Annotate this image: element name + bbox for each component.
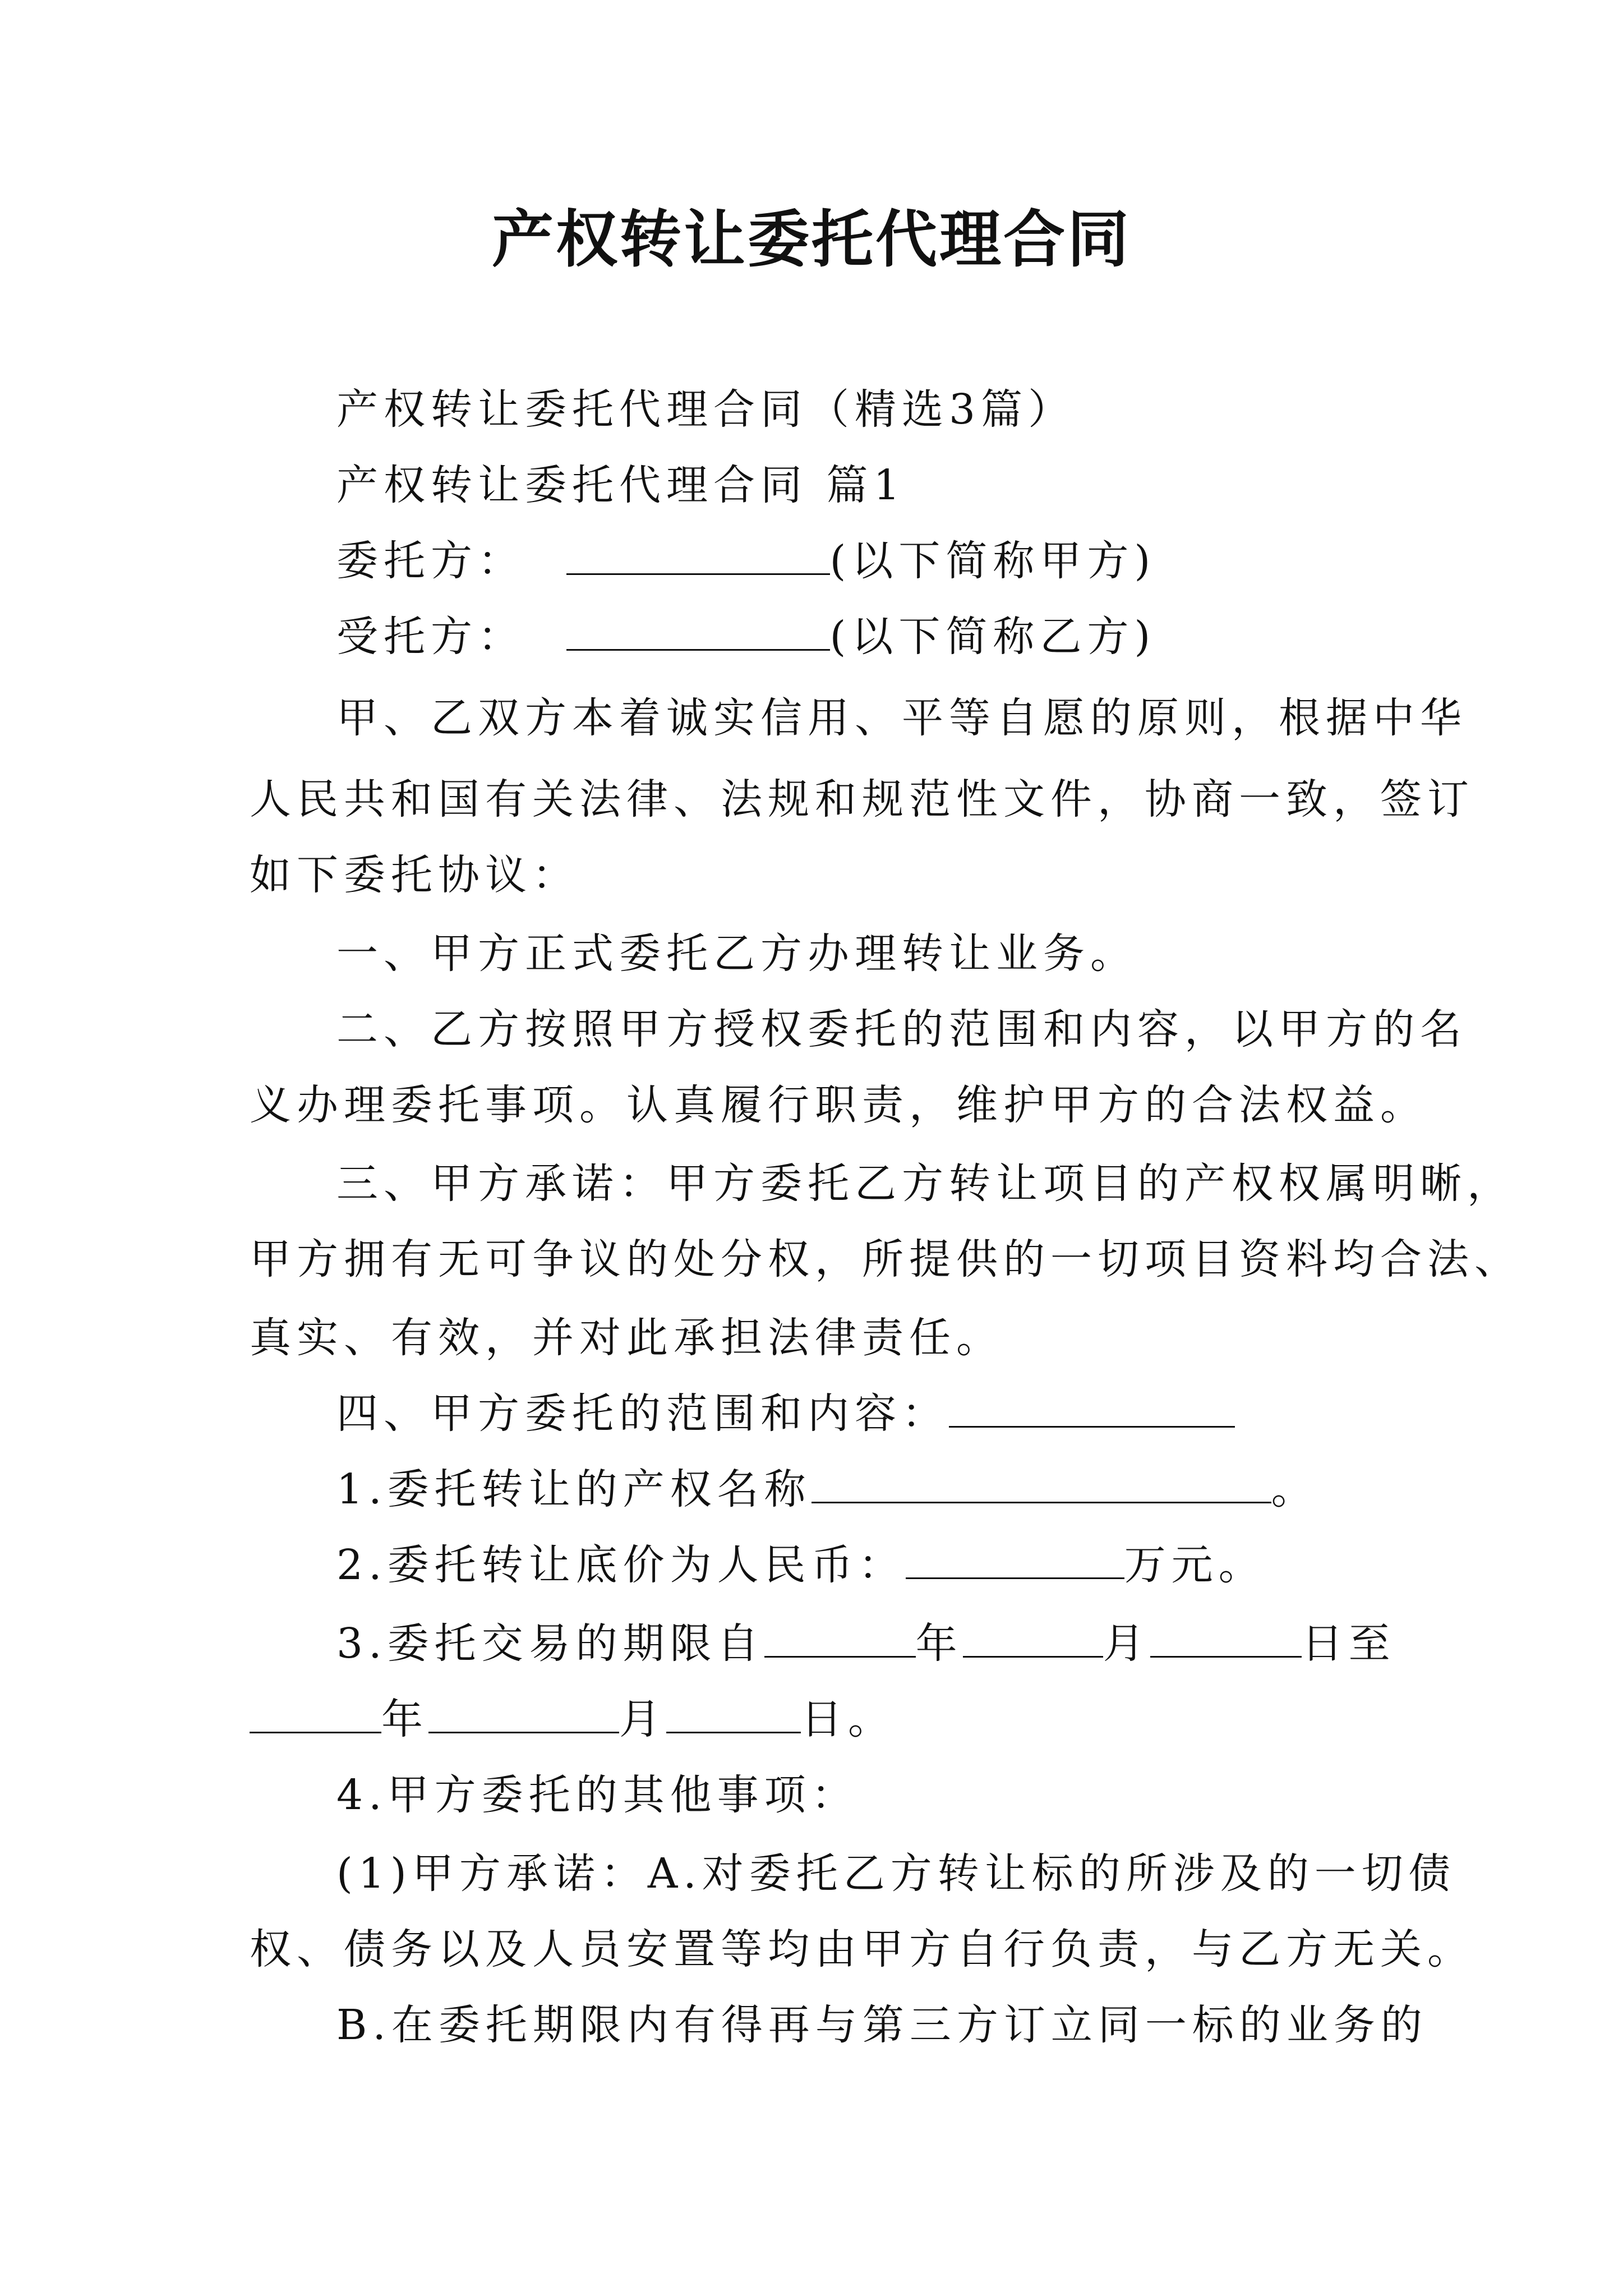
year-label: 年 [915, 1619, 963, 1668]
clause-three-line: 真实、有效，并对此承担法律责任。 [250, 1314, 1003, 1362]
item-two-suffix: 万元。 [1124, 1541, 1266, 1589]
item-one [336, 1458, 1318, 1520]
item-two-blank [906, 1542, 1124, 1579]
intro-paragraph-line: 如下委托协议： [250, 851, 579, 899]
item-three-month-blank [963, 1620, 1103, 1658]
item-two [336, 1534, 1266, 1596]
principal-suffix: (以下简称甲方) [829, 537, 1156, 585]
item-three-day-blank [1150, 1620, 1302, 1658]
principal-blank [566, 537, 830, 575]
intro-paragraph-line: 甲、乙双方本着诚实信用、平等自愿的原则，根据中华 [336, 694, 1467, 742]
principal-line [336, 530, 1156, 592]
agent-label: 受托方： [336, 613, 525, 661]
year-label: 年 [381, 1695, 428, 1743]
sub-item-line: (1)甲方承诺：A.对委托乙方转让标的所涉及的一切债 [336, 1849, 1456, 1898]
day-label: 日。 [801, 1695, 895, 1743]
sub-item-line: B.在委托期限内有得再与第三方订立同一标的业务的 [336, 2001, 1428, 2049]
clause-four-blank [949, 1390, 1235, 1428]
item-three-continued [250, 1688, 895, 1750]
month-label: 月 [1103, 1619, 1150, 1668]
agent-line [336, 606, 1156, 668]
end-month-blank [428, 1696, 619, 1733]
end-year-blank [250, 1696, 381, 1733]
item-three-year-blank [764, 1620, 916, 1658]
clause-two-line: 二、乙方按照甲方授权委托的范围和内容，以甲方的名 [336, 1005, 1467, 1053]
document-subtitle: 产权转让委托代理合同（精选3篇） [336, 385, 1076, 434]
item-one-blank [811, 1466, 1271, 1503]
clause-one: 一、甲方正式委托乙方办理转让业务。 [336, 930, 1137, 978]
document-title: 产权转让委托代理合同 [492, 203, 1131, 275]
day-to-label: 日至 [1301, 1619, 1396, 1668]
sub-item-line: 权、债务以及人员安置等均由甲方自行负责，与乙方无关。 [250, 1925, 1474, 1973]
clause-three-line: 甲方拥有无可争议的处分权，所提供的一切项目资料均合法、 [250, 1235, 1521, 1283]
clause-three-line: 三、甲方承诺：甲方委托乙方转让项目的产权权属明晰， [336, 1159, 1514, 1208]
agent-blank [566, 613, 830, 651]
end-day-blank [666, 1696, 801, 1733]
intro-paragraph-line: 人民共和国有关法律、法规和规范性文件，协商一致，签订 [250, 775, 1474, 823]
month-label: 月 [619, 1695, 666, 1743]
item-two-text: 2.委托转让底价为人民币： [336, 1541, 906, 1589]
item-three-text: 3.委托交易的期限自 [336, 1619, 764, 1668]
item-one-suffix: 。 [1271, 1465, 1318, 1513]
clause-four-text: 四、甲方委托的范围和内容： [336, 1389, 949, 1438]
item-four: 4.甲方委托的其他事项： [336, 1771, 859, 1819]
principal-label: 委托方： [336, 537, 525, 585]
clause-four [336, 1383, 1235, 1444]
item-one-text: 1.委托转让的产权名称 [336, 1465, 811, 1513]
clause-two-line: 义办理委托事项。认真履行职责，维护甲方的合法权益。 [250, 1081, 1427, 1129]
agent-suffix: (以下简称乙方) [829, 613, 1156, 661]
section-heading: 产权转让委托代理合同 篇1 [336, 461, 906, 509]
item-three [336, 1613, 1396, 1674]
